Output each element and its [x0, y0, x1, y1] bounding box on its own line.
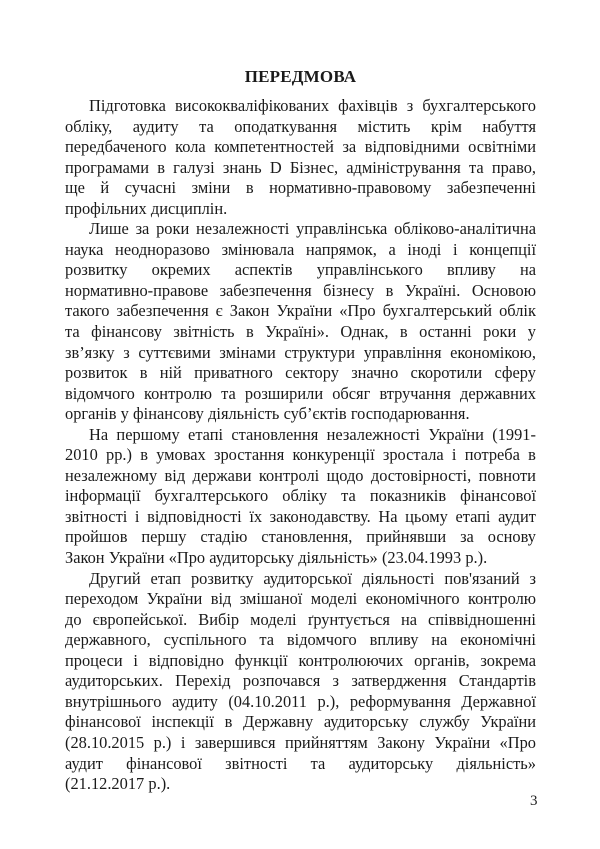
text-line: Підготовка висококваліфікованих фахівців з бухгалтерського — [89, 96, 536, 115]
text-line: до європейської. Вибір моделі ґрунтується на співвідношенні — [65, 609, 536, 629]
text-line: Закон України «Про аудиторську діяльність» (23.04.1993 р.). — [65, 548, 488, 568]
text-line: профільних дисциплін. — [65, 198, 228, 218]
text-line: фінансової інспекції в Державну аудиторську службу України — [65, 712, 536, 732]
text-line: державного, суспільного та відомчого впливу на економічні — [65, 630, 536, 650]
page-title: ПЕРЕДМОВА — [244, 67, 357, 86]
text-line: аудиторських. Перехід розпочався з затвердження Стандартів — [65, 671, 536, 691]
paragraph — [65, 425, 536, 569]
text-line: аудит фінансової звітності та аудиторську діяльність» — [65, 753, 536, 773]
text-line: розвиток в ній приватного сектору значно скоротили сферу — [65, 363, 536, 383]
text-line: Другий етап розвитку аудиторської діяльності пов'язаний з — [89, 568, 536, 588]
text-line: (28.10.2015 р.) і завершився прийняттям Закону України «Про — [65, 732, 536, 752]
text-line: (21.12.2017 р.). — [65, 774, 171, 794]
page-number: 3 — [530, 793, 538, 809]
document-page — [65, 66, 536, 795]
text-line: такого забезпечення є Закон України «Про бухгалтерський облік — [65, 301, 536, 321]
paragraph — [65, 569, 536, 795]
paragraph — [65, 96, 536, 219]
text-line: та фінансову звітність в Україні». Однак, в останні роки у — [65, 322, 536, 342]
text-line: програмами в галузі знань D Бізнес, адміністрування та право, — [65, 157, 536, 177]
text-line: незалежному від держави контролі щодо достовірності, повноти — [65, 465, 536, 485]
text-line: зв’язку з суттєвими змінами структури управління економікою, — [65, 342, 536, 362]
document-body — [65, 96, 536, 795]
text-line: Лише за роки незалежності управлінська обліково-аналітична — [89, 219, 536, 239]
text-line: пройшов першу стадію становлення, прийнявши за основу — [65, 527, 536, 547]
text-line: 2010 рр.) в умовах зростання конкуренції зростала і потреба в — [65, 445, 536, 465]
text-line: звітності і відповідності їх законодавству. На цьому етапі аудит — [65, 506, 536, 526]
text-line: переходом України від змішаної моделі економічного контролю — [65, 589, 536, 609]
text-line: інформації бухгалтерського обліку та показників фінансової — [65, 486, 536, 506]
text-line: органів у фінансову діяльність суб’єктів господарювання. — [65, 404, 470, 424]
text-line: відомчого контролю та розширили обсяг втручання державних — [65, 383, 536, 403]
text-line: внутрішнього аудиту (04.10.2011 р.), реформування Державної — [65, 691, 536, 711]
text-line: наука неодноразово змінювала напрямок, а іноді і концепції — [65, 239, 536, 259]
text-line: На першому етапі становлення незалежності України (1991- — [89, 424, 536, 444]
text-line: нормативно-правове забезпечення бізнесу в Україні. Основою — [65, 280, 536, 300]
text-line: обліку, аудиту та оподаткування містить крім набуття — [65, 116, 536, 136]
text-line: процеси і відповідно функції контролюючих органів, зокрема — [65, 650, 536, 670]
text-line: розвитку окремих аспектів управлінського впливу на — [65, 260, 536, 280]
text-line: передбаченого кола компетентностей за відповідними освітніми — [65, 137, 536, 157]
text-line: ще й сучасні зміни в нормативно-правовому забезпеченні — [65, 178, 536, 198]
paragraph — [65, 219, 536, 424]
